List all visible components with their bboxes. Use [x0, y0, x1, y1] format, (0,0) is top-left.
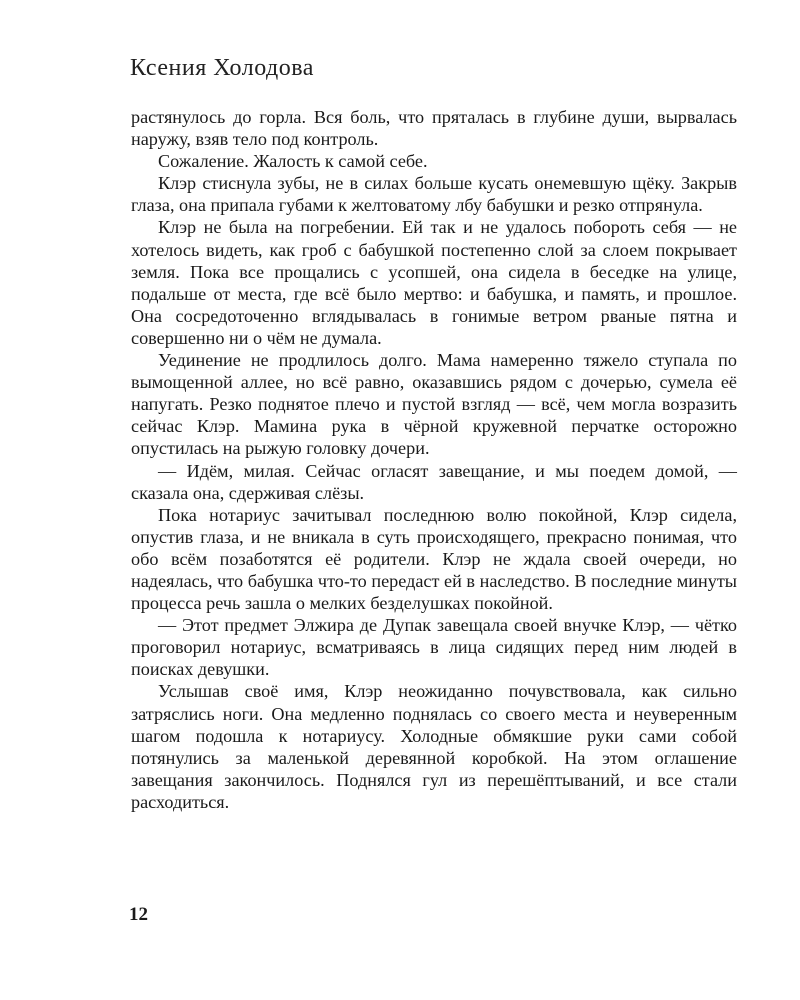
page-number: 12	[129, 904, 148, 925]
paragraph: Клэр стиснула зубы, не в силах больше кусать онемевшую щёку. Закрыв глаза, она припала губами к желтоватому лбу бабушки и резко отпрянула.	[131, 173, 737, 216]
paragraph: Клэр не была на погребении. Ей так и не удалось побороть себя — не хотелось видеть, как гроб с бабушкой постепенно слой за слоем покрывает земля. Пока все прощались с усопшей, она сидела в беседке на улице, подальше от места, где всё было мертво: и бабушка, и память, и прошлое. Она сосредоточенно вглядывалась в гонимые ветром рваные пятна и совершенно ни о чём не думала.	[131, 217, 737, 348]
paragraph: — Идём, милая. Сейчас огласят завещание, и мы поедем домой, — сказала она, сдерживая слёзы.	[131, 460, 737, 503]
paragraph: Услышав своё имя, Клэр неожиданно почувствовала, как сильно затряслись ноги. Она медленно поднялась со своего места и неуверенным шагом подошла к нотариусу. Холодные обмякшие руки сами собой потянулись за маленькой деревянной коробкой. На этом оглашение завещания закончилось. Поднялся гул из перешёптываний, и все стали расходиться.	[131, 681, 737, 812]
running-header-author: Ксения Холодова	[130, 55, 314, 81]
paragraph: растянулось до горла. Вся боль, что пряталась в глубине души, вырвалась наружу, взяв тело под контроль.	[131, 107, 737, 150]
page-body	[131, 106, 737, 813]
paragraph: Пока нотариус зачитывал последнюю волю покойной, Клэр сидела, опустив глаза, и не вникала в суть происходящего, прекрасно понимая, что обо всём позаботятся её родители. Клэр не ждала своей очереди, но надеялась, что бабушка что-то передаст ей в наследство. В последние минуты процесса речь зашла о мелких безделушках покойной.	[131, 504, 737, 614]
paragraph: Сожаление. Жалость к самой себе.	[158, 151, 428, 172]
paragraph: Уединение не продлилось долго. Мама намеренно тяжело ступала по вымощенной аллее, но всё равно, оказавшись рядом с дочерью, сумела её напугать. Резко поднятое плечо и пустой взгляд — всё, чем могла возразить сейчас Клэр. Мамина рука в чёрной кружевной перчатке осторожно опустилась на рыжую головку дочери.	[131, 350, 737, 459]
paragraph: — Этот предмет Элжира де Дупак завещала своей внучке Клэр, — чётко проговорил нотариус, всматриваясь в лица сидящих перед ним людей в поисках девушки.	[131, 615, 737, 680]
